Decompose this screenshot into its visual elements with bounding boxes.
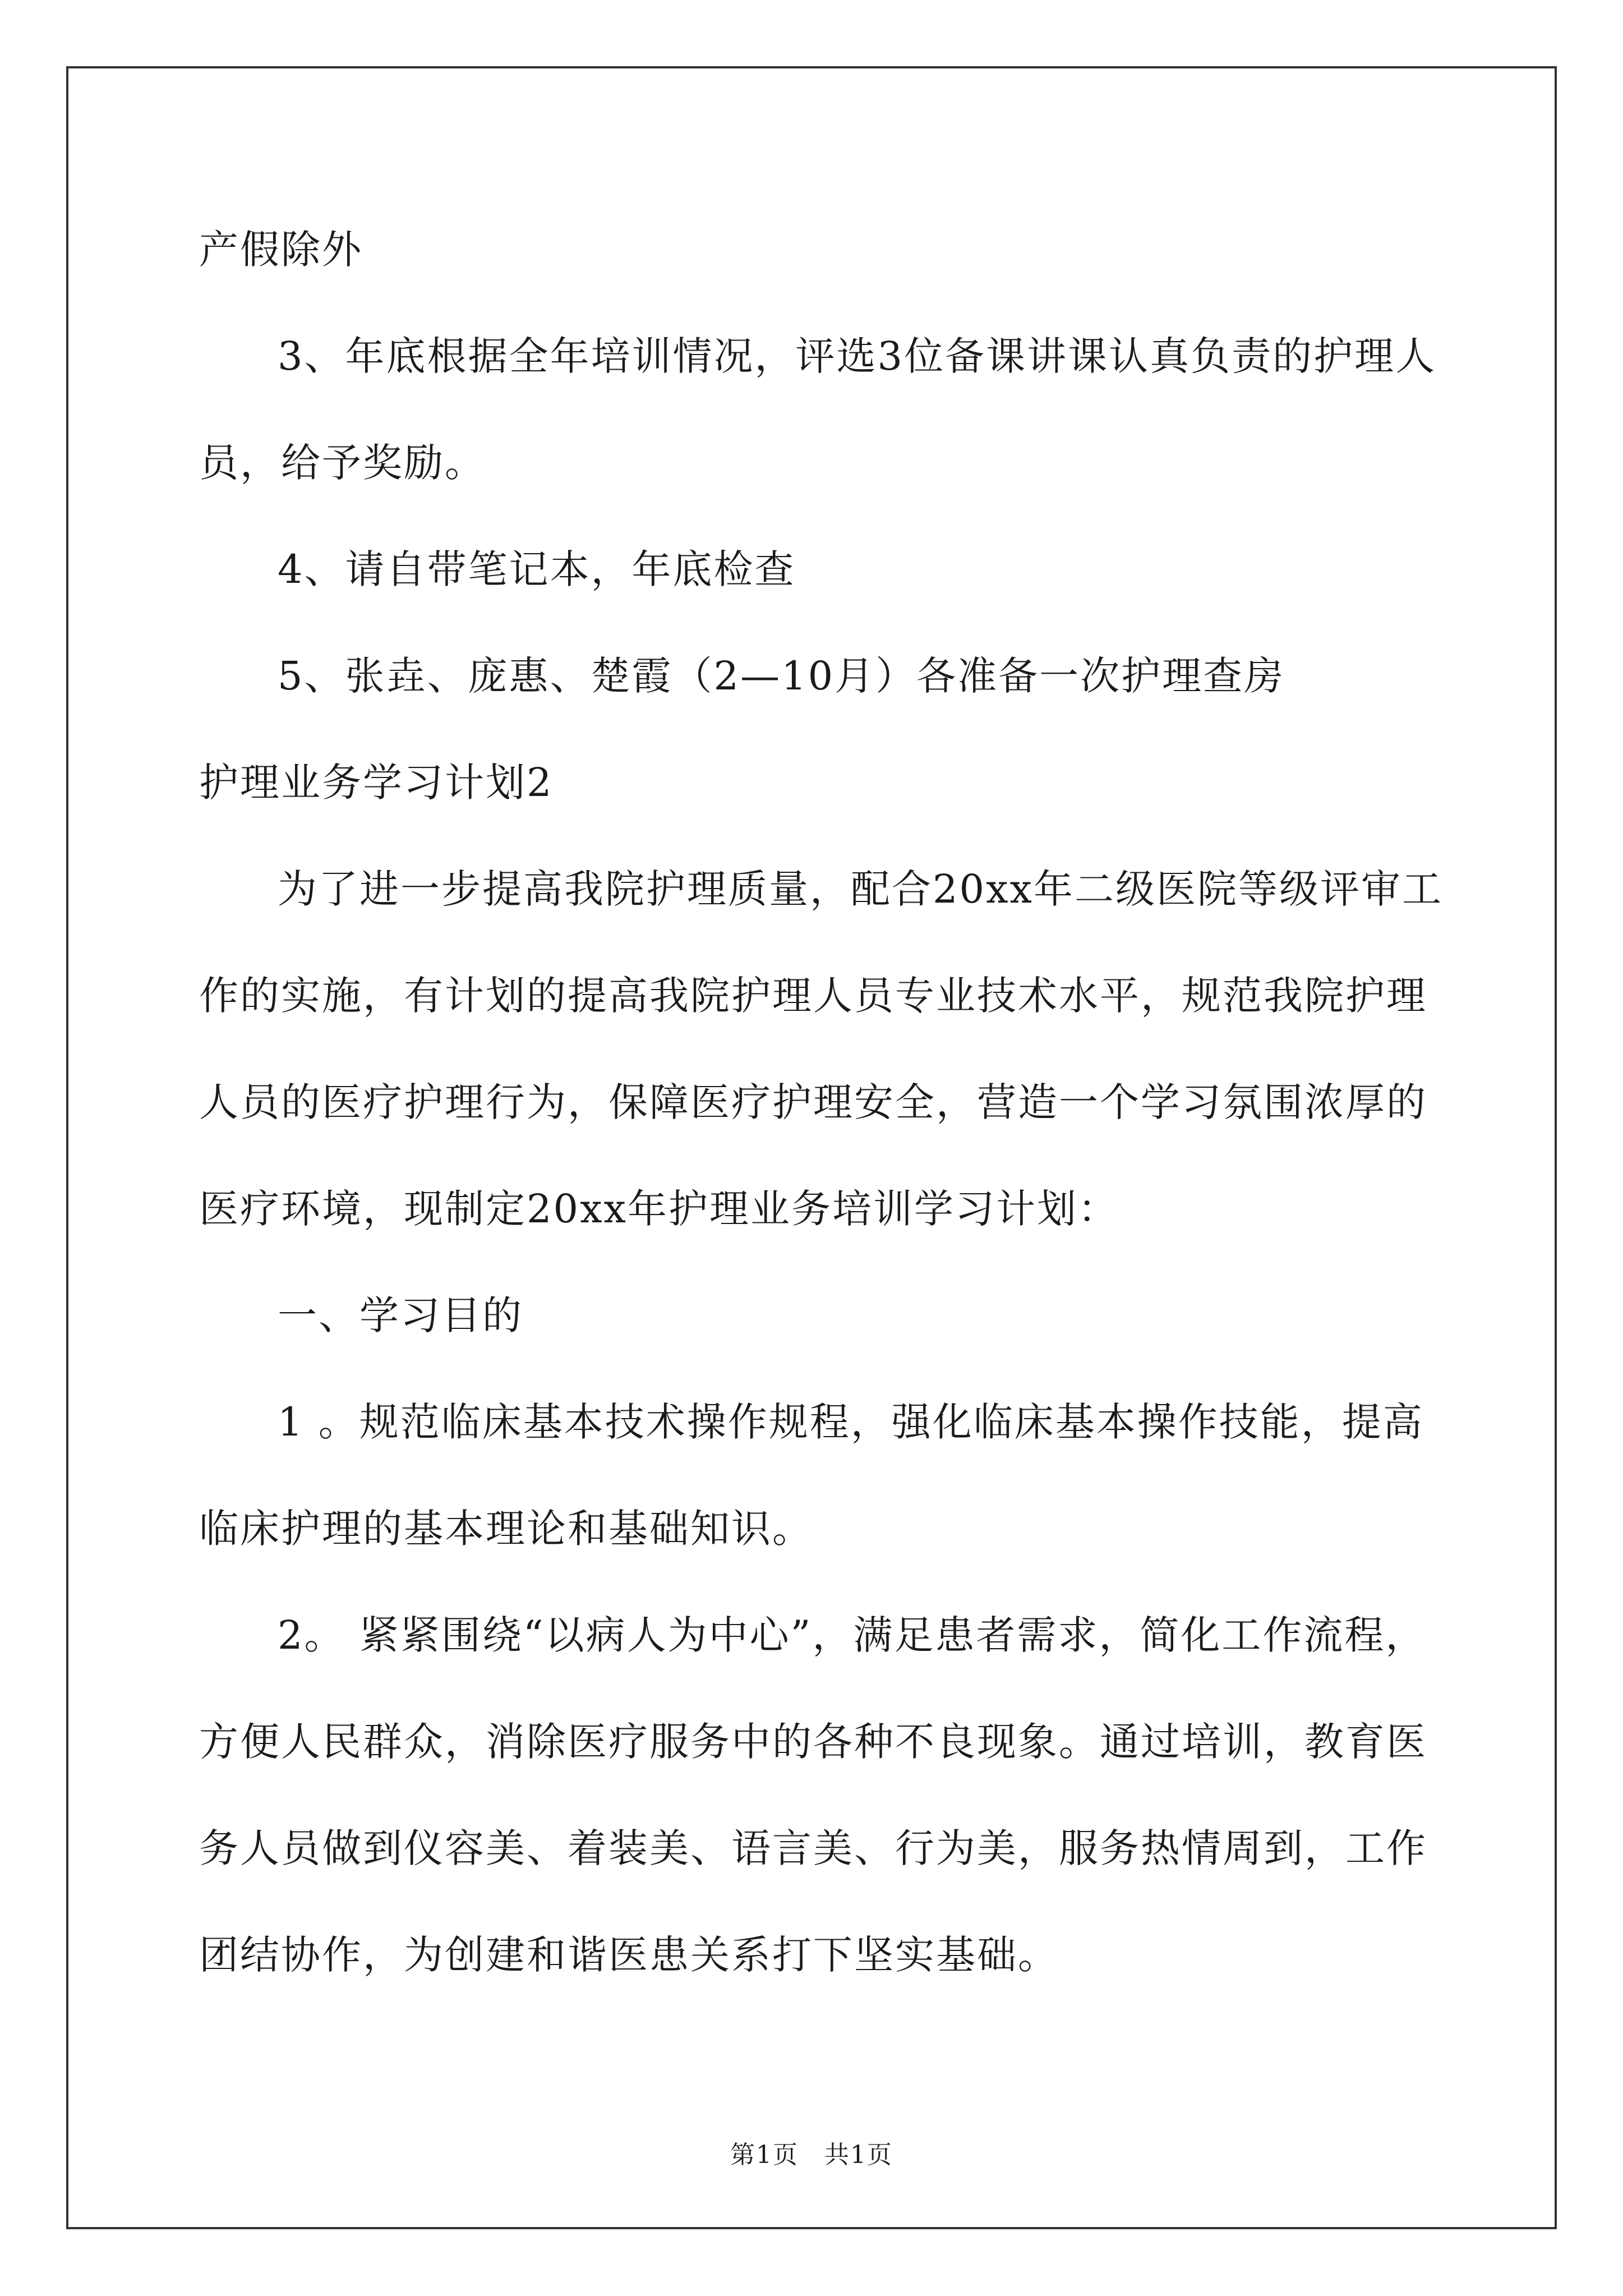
paragraph-line: 2。 紧紧围绕“以病人为中心”，满足患者需求，简化工作流程， bbox=[278, 1612, 1427, 1658]
paragraph-line: 4、请自带笔记本，年底检查 bbox=[278, 546, 796, 592]
paragraph-line: 方便人民群众，消除医疗服务中的各种不良现象。通过培训，教育医 bbox=[199, 1719, 1427, 1765]
paragraph-line: 作的实施，有计划的提高我院护理人员专业技术水平，规范我院护理 bbox=[199, 973, 1427, 1019]
page-number-footer: 第1页 共1页 bbox=[730, 2141, 893, 2169]
paragraph-line: 临床护理的基本理论和基础知识。 bbox=[199, 1506, 813, 1552]
paragraph-line: 为了进一步提高我院护理质量，配合20xx年二级医院等级评审工 bbox=[278, 866, 1444, 912]
paragraph-line: 1 。规范临床基本技术操作规程，强化临床基本操作技能，提高 bbox=[278, 1399, 1424, 1445]
paragraph-line: 5、张垚、庞惠、楚霞（2—10月）各准备一次护理查房 bbox=[278, 653, 1285, 699]
paragraph-line: 医疗环境，现制定20xx年护理业务培训学习计划： bbox=[199, 1186, 1119, 1232]
paragraph-line: 人员的医疗护理行为，保障医疗护理安全，营造一个学习氛围浓厚的 bbox=[199, 1079, 1427, 1125]
subheading: 一、学习目的 bbox=[278, 1292, 523, 1338]
paragraph-line: 员，给予奖励。 bbox=[199, 440, 486, 486]
paragraph-line: 3、年底根据全年培训情况，评选3位备课讲课认真负责的护理人 bbox=[278, 333, 1437, 379]
paragraph-line: 团结协作，为创建和谐医患关系打下坚实基础。 bbox=[199, 1932, 1059, 1978]
section-heading: 护理业务学习计划2 bbox=[199, 760, 554, 806]
page-border bbox=[66, 66, 1557, 2229]
paragraph-line: 务人员做到仪容美、着装美、语言美、行为美，服务热情周到，工作 bbox=[199, 1825, 1427, 1871]
paragraph-line: 产假除外 bbox=[199, 227, 363, 273]
